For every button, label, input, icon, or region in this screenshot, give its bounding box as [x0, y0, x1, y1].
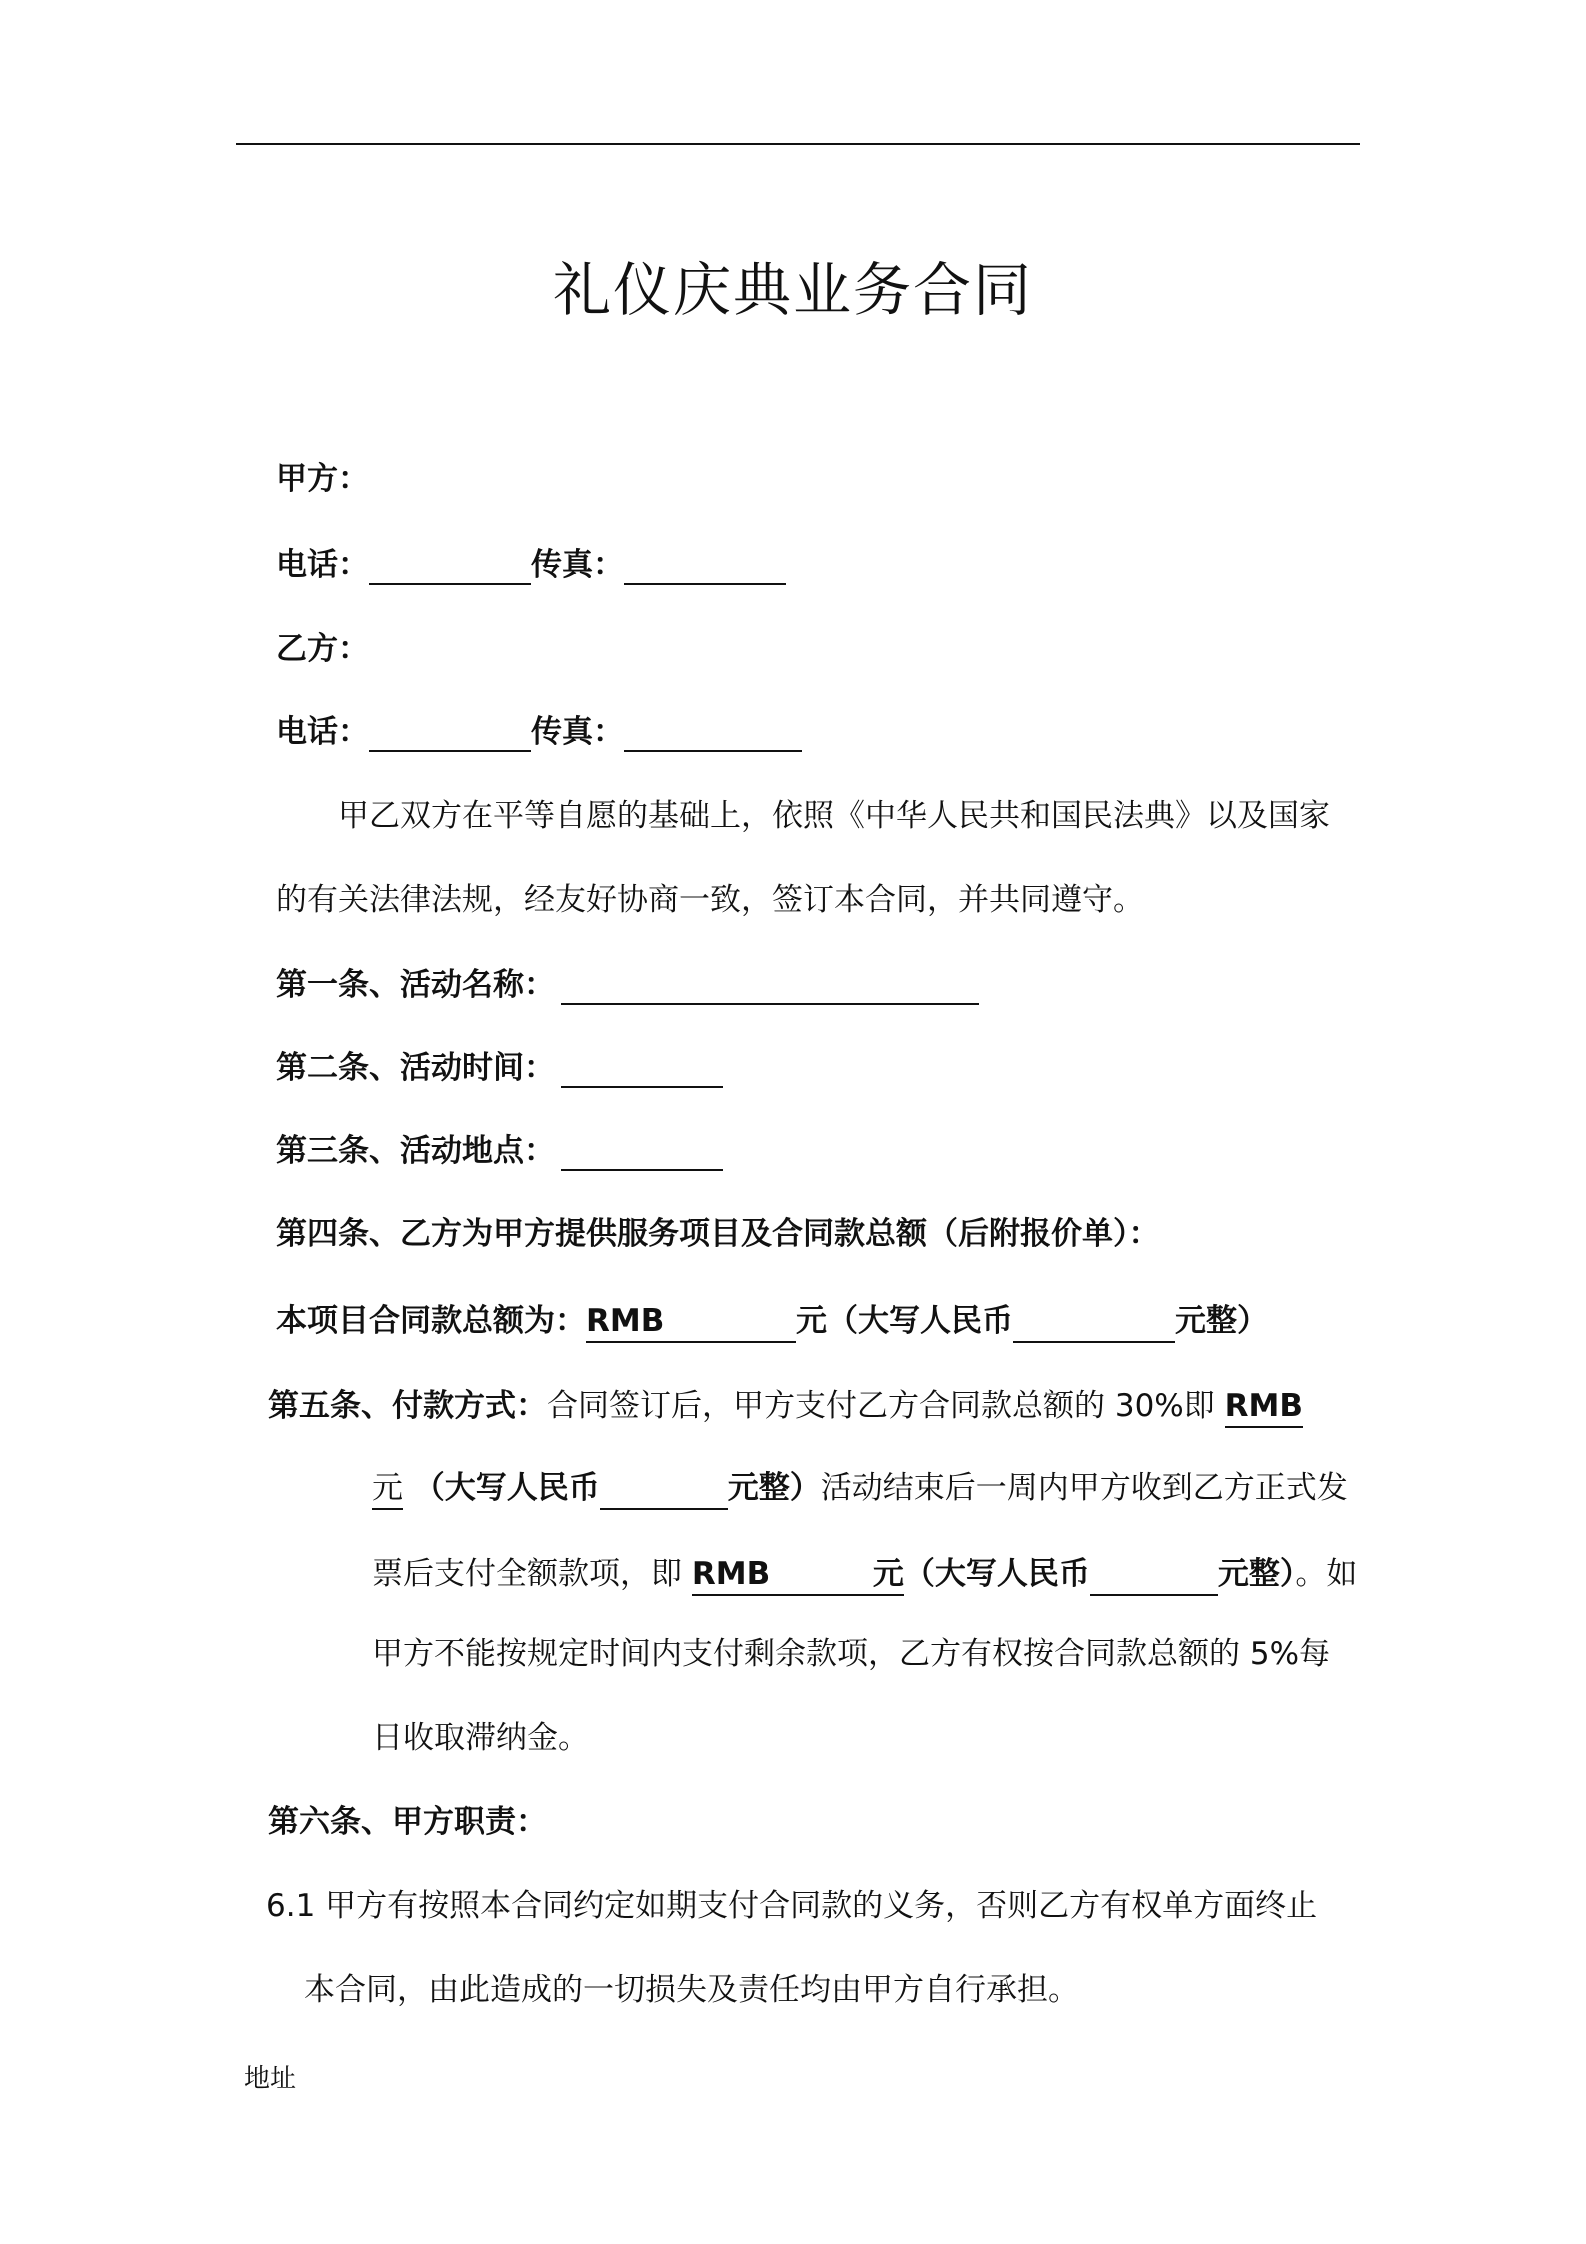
document-title: 礼仪庆典业务合同: [552, 256, 1033, 324]
article-6-item-1-line-2: 本合同，由此造成的一切损失及责任均由甲方自行承担。: [304, 1972, 1079, 2008]
article-1-label: 第一条、活动名称：: [276, 967, 555, 1003]
article-5-text-4: 。如: [1295, 1556, 1358, 1592]
party-a-label: 甲方：: [276, 461, 369, 497]
article-4-label: 第四条、乙方为甲方提供服务项目及合同款总额（后附报价单）：: [276, 1216, 1160, 1252]
article-5-row-3: [372, 1554, 1357, 1596]
article-5-text-5: 甲方不能按规定时间内支付剩余款项，乙方有权按合同款总额的 5%每: [372, 1636, 1331, 1672]
article-2-label: 第二条、活动时间：: [276, 1050, 555, 1086]
activity-name-blank[interactable]: [561, 965, 979, 1005]
activity-location-blank[interactable]: [561, 1131, 723, 1171]
total-daxie-open: （大写人民币: [827, 1303, 1013, 1339]
article-5-text-3: 票后支付全额款项，即: [372, 1556, 692, 1592]
article-3-row: [276, 1131, 723, 1171]
total-amount-label: 本项目合同款总额为：: [276, 1303, 586, 1339]
party-a-fax-blank[interactable]: [624, 545, 786, 585]
first-payment-daxie-close: 元整）: [727, 1470, 821, 1506]
full-payment-daxie-blank[interactable]: [1090, 1556, 1218, 1596]
full-payment-daxie-close: 元整）: [1217, 1556, 1296, 1592]
header-rule: [236, 143, 1360, 145]
party-a-fax-label: 传真：: [531, 547, 624, 583]
party-b-fax-label: 传真：: [531, 714, 624, 750]
total-daxie-blank[interactable]: [1013, 1303, 1175, 1343]
party-a-contact-row: [276, 545, 786, 585]
article-5-label: 第五条、付款方式：: [268, 1388, 547, 1424]
total-daxie-close: 元整）: [1175, 1303, 1268, 1339]
article-5-row-1: [268, 1386, 1303, 1428]
party-a-phone-label: 电话：: [276, 547, 369, 583]
article-6-item-1-line-1: 6.1 甲方有按照本合同约定如期支付合同款的义务，否则乙方有权单方面终止: [266, 1888, 1318, 1924]
party-b-label: 乙方：: [276, 631, 369, 667]
article-5-row-2: [372, 1468, 1348, 1510]
full-payment-rmb-label: RMB: [691, 1556, 771, 1592]
party-b-phone-label: 电话：: [276, 714, 369, 750]
article-5-text-2: 活动结束后一周内甲方收到乙方正式发: [820, 1470, 1348, 1506]
article-3-label: 第三条、活动地点：: [276, 1133, 555, 1169]
preamble-line-1: 甲乙双方在平等自愿的基础上，依照《中华人民共和国民法典》以及国家: [338, 798, 1330, 834]
article-4-total-row: [276, 1301, 1268, 1343]
preamble-line-2: 的有关法律法规，经友好协商一致，签订本合同，并共同遵守。: [276, 882, 1144, 918]
article-2-row: [276, 1048, 723, 1088]
full-payment-rmb-blank[interactable]: [692, 1554, 904, 1596]
article-5-text-6: 日收取滞纳金。: [372, 1720, 589, 1756]
first-payment-daxie-open: （大写人民币: [403, 1470, 600, 1506]
article-1-row: [276, 965, 979, 1005]
footer-address-label: 地址: [244, 2064, 297, 2094]
first-payment-rmb[interactable]: RMB: [1225, 1386, 1303, 1428]
full-payment-daxie-open: （大写人民币: [903, 1556, 1090, 1592]
party-a-phone-blank[interactable]: [369, 545, 531, 585]
first-payment-yuan: 元: [372, 1468, 403, 1510]
party-b-fax-blank[interactable]: [624, 712, 802, 752]
total-rmb-blank[interactable]: [586, 1301, 796, 1343]
total-rmb-label: RMB: [586, 1303, 665, 1339]
total-yuan-label: 元: [796, 1303, 827, 1339]
full-payment-yuan-label: 元: [872, 1556, 904, 1592]
article-6-label: 第六条、甲方职责：: [268, 1804, 547, 1840]
first-payment-daxie-blank[interactable]: [600, 1470, 728, 1510]
article-5-text-1: 合同签订后，甲方支付乙方合同款总额的 30%即: [547, 1388, 1225, 1424]
party-b-phone-blank[interactable]: [369, 712, 531, 752]
party-b-contact-row: [276, 712, 802, 752]
activity-time-blank[interactable]: [561, 1048, 723, 1088]
